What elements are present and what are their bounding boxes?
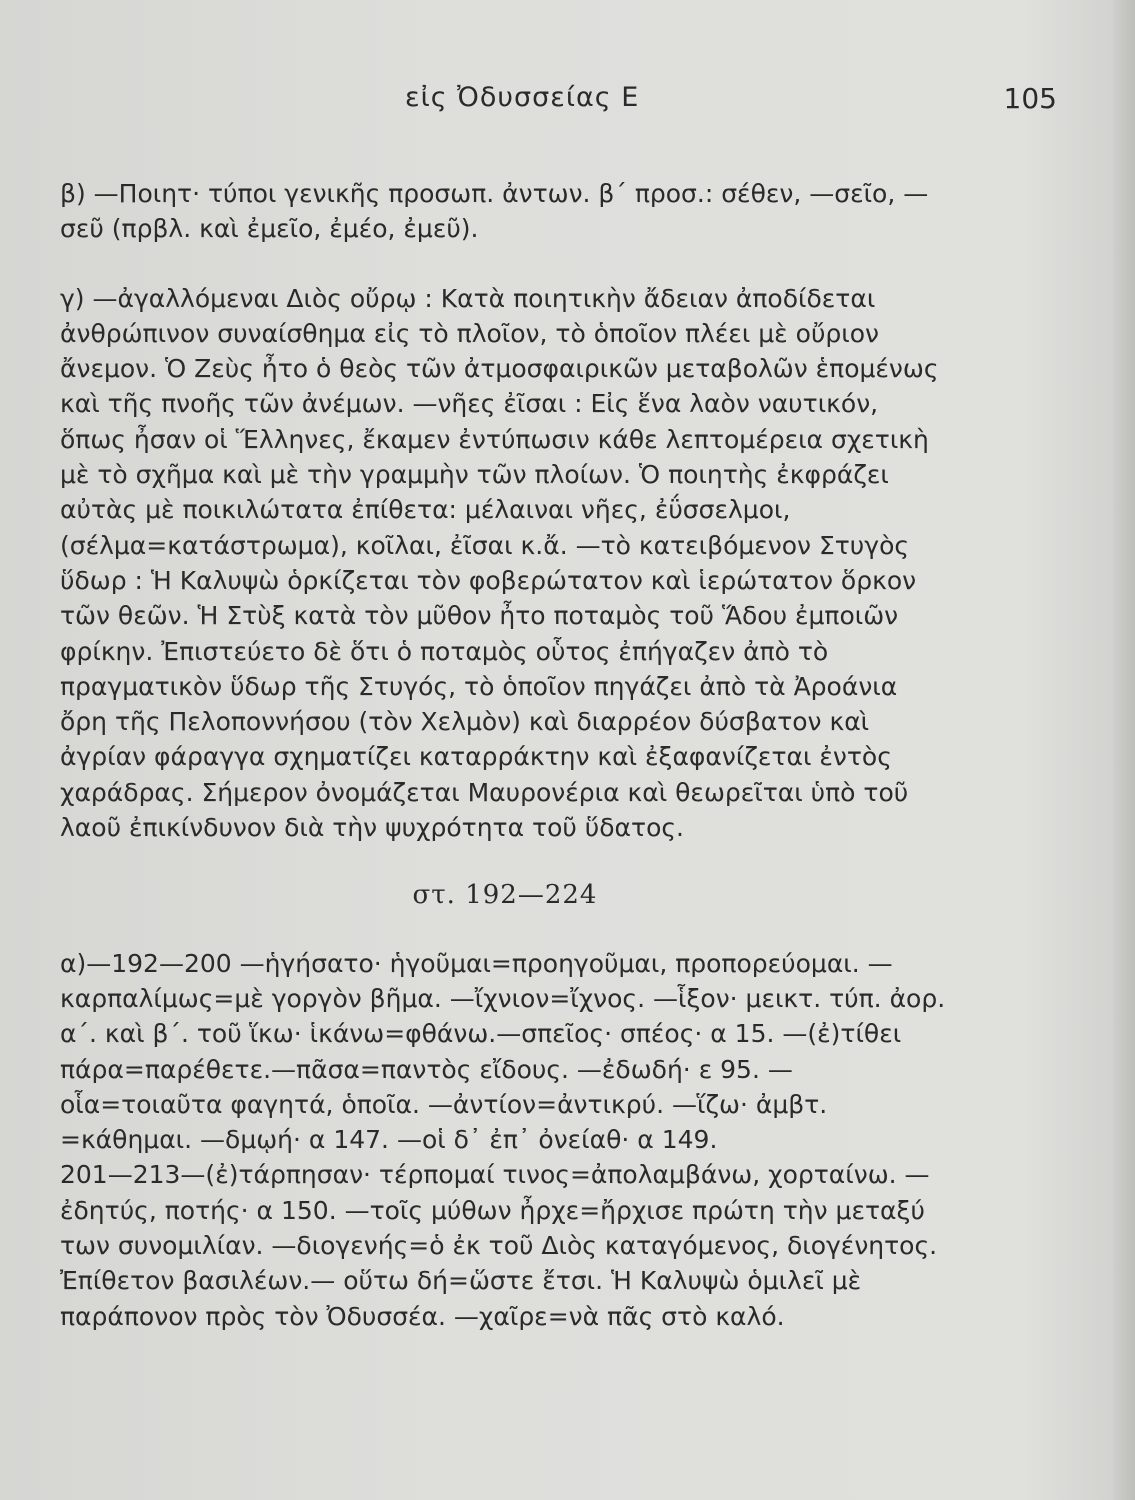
- page-number: 105: [1003, 82, 1057, 115]
- paragraph-range-201-213: 201—213—(ἐ)τάρπησαν· τέρπομαί τινος=ἀπολαμβάνω, χορταίνω. —ἐδητύς, ποτής· α 150. —τοῖς μύθων ἦρχε=ἤρχισε πρώτη τὴν μεταξύ των συνομιλίαν. —διογενής=ὁ ἐκ τοῦ Διὸς καταγόμενος, διογένητος. Ἐπίθετον βασιλέων.— οὕτω δή=ὥστε ἔτσι. Ἡ Καλυψὼ ὁμιλεῖ μὲ παράπονον πρὸς τὸν Ὀδυσσέα. —χαῖρε=νὰ πᾶς στὸ καλό.: [60, 1160, 938, 1331]
- section-heading: στ. 192—224: [412, 880, 598, 911]
- paragraph-alpha: α)—192—200 —ἡγήσατο· ἡγοῦμαι=προηγοῦμαι, προπορεύομαι. —καρπαλίμως=μὲ γοργὸν βῆμα. —ἴχνιον=ἴχνος. —ἷξον· μεικτ. τύπ. ἀορ. α΄. καὶ β΄. τοῦ ἵκω· ἱκάνω=φθάνω.—σπεῖος· σπέος· α 15. —(ἐ)τίθει πάρα=παρέθετε.—πᾶσα=παντὸς εἴδους. —ἐδωδή· ε 95. —οἷα=τοιαῦτα φαγητά, ὁποῖα. —ἀντίον=ἀντικρύ. —ἵζω· ἀμβτ. =κάθημαι. —δμῳή· α 147. —οἱ δ᾿ ἐπ᾿ ὀνείαθ· α 149.: [60, 948, 946, 1155]
- paragraph-gamma: γ) —ἀγαλλόμεναι Διὸς οὔρῳ : Κατὰ ποιητικὴν ἄδειαν ἀποδίδεται ἀνθρώπινον συναίσθημα εἰς τὸ πλοῖον, τὸ ὁποῖον πλέει μὲ οὔριον ἄνεμον. Ὁ Ζεὺς ἦτο ὁ θεὸς τῶν ἀτμοσφαιρικῶν μεταβολῶν ἑπομένως καὶ τῆς πνοῆς τῶν ἀνέμων. —νῆες ἐῖσαι : Εἰς ἕνα λαὸν ναυτικόν, ὅπως ἦσαν οἱ Ἕλληνες, ἔκαμεν ἐντύπωσιν κάθε λεπτομέρεια σχετικὴ μὲ τὸ σχῆμα καὶ μὲ τὴν γραμμὴν τῶν πλοίων. Ὁ ποιητὴς ἐκφράζει αὐτὰς μὲ ποικιλώτατα ἐπίθετα: μέλαιναι νῆες, ἐΰσσελμοι, (σέλμα=κατάστρωμα), κοῖλαι, ἐῖσαι κ.ἄ. —τὸ κατειβόμενον Στυγὸς ὕδωρ : Ἡ Καλυψὼ ὁρκίζεται τὸν φοβερώτατον καὶ ἱερώτατον ὅρκον τῶν θεῶν. Ἡ Στὺξ κατὰ τὸν μῦθον ἦτο ποταμὸς τοῦ Ἅδου ἐμποιῶν φρίκην. Ἐπιστεύετο δὲ ὅτι ὁ ποταμὸς οὗτος ἐπήγαζεν ἀπὸ τὸ πραγματικὸν ὕδωρ τῆς Στυγός, τὸ ὁποῖον πηγάζει ἀπὸ τὰ Ἀροάνια ὄρη τῆς Πελοποννήσου (τὸν Χελμὸν) καὶ διαρρέον δύσβατον καὶ ἀγρίαν φάραγγα σχηματίζει καταρράκτην καὶ ἐξαφανίζεται ἐντὸς χαράδρας. Σήμερον ὀνομάζεται Μαυρονέρια καὶ θεωρεῖται ὑπὸ τοῦ λαοῦ ἐπικίνδυνον διὰ τὴν ψυχρότητα τοῦ ὕδατος.: [60, 283, 939, 843]
- running-title: εἰς Ὀδυσσείας Ε: [405, 82, 640, 113]
- paragraph-gap: [60, 247, 950, 281]
- body-text: [60, 176, 950, 1334]
- page-header: [60, 82, 1075, 122]
- page-edge: [1113, 0, 1135, 1500]
- paragraph-beta: β) —Ποιητ· τύποι γενικῆς προσωπ. ἀντων. β΄ προσ.: σέθεν, —σεῖο, —σεῦ (πρβλ. καὶ ἐμεῖο, ἐμέο, ἐμεῦ).: [60, 179, 929, 244]
